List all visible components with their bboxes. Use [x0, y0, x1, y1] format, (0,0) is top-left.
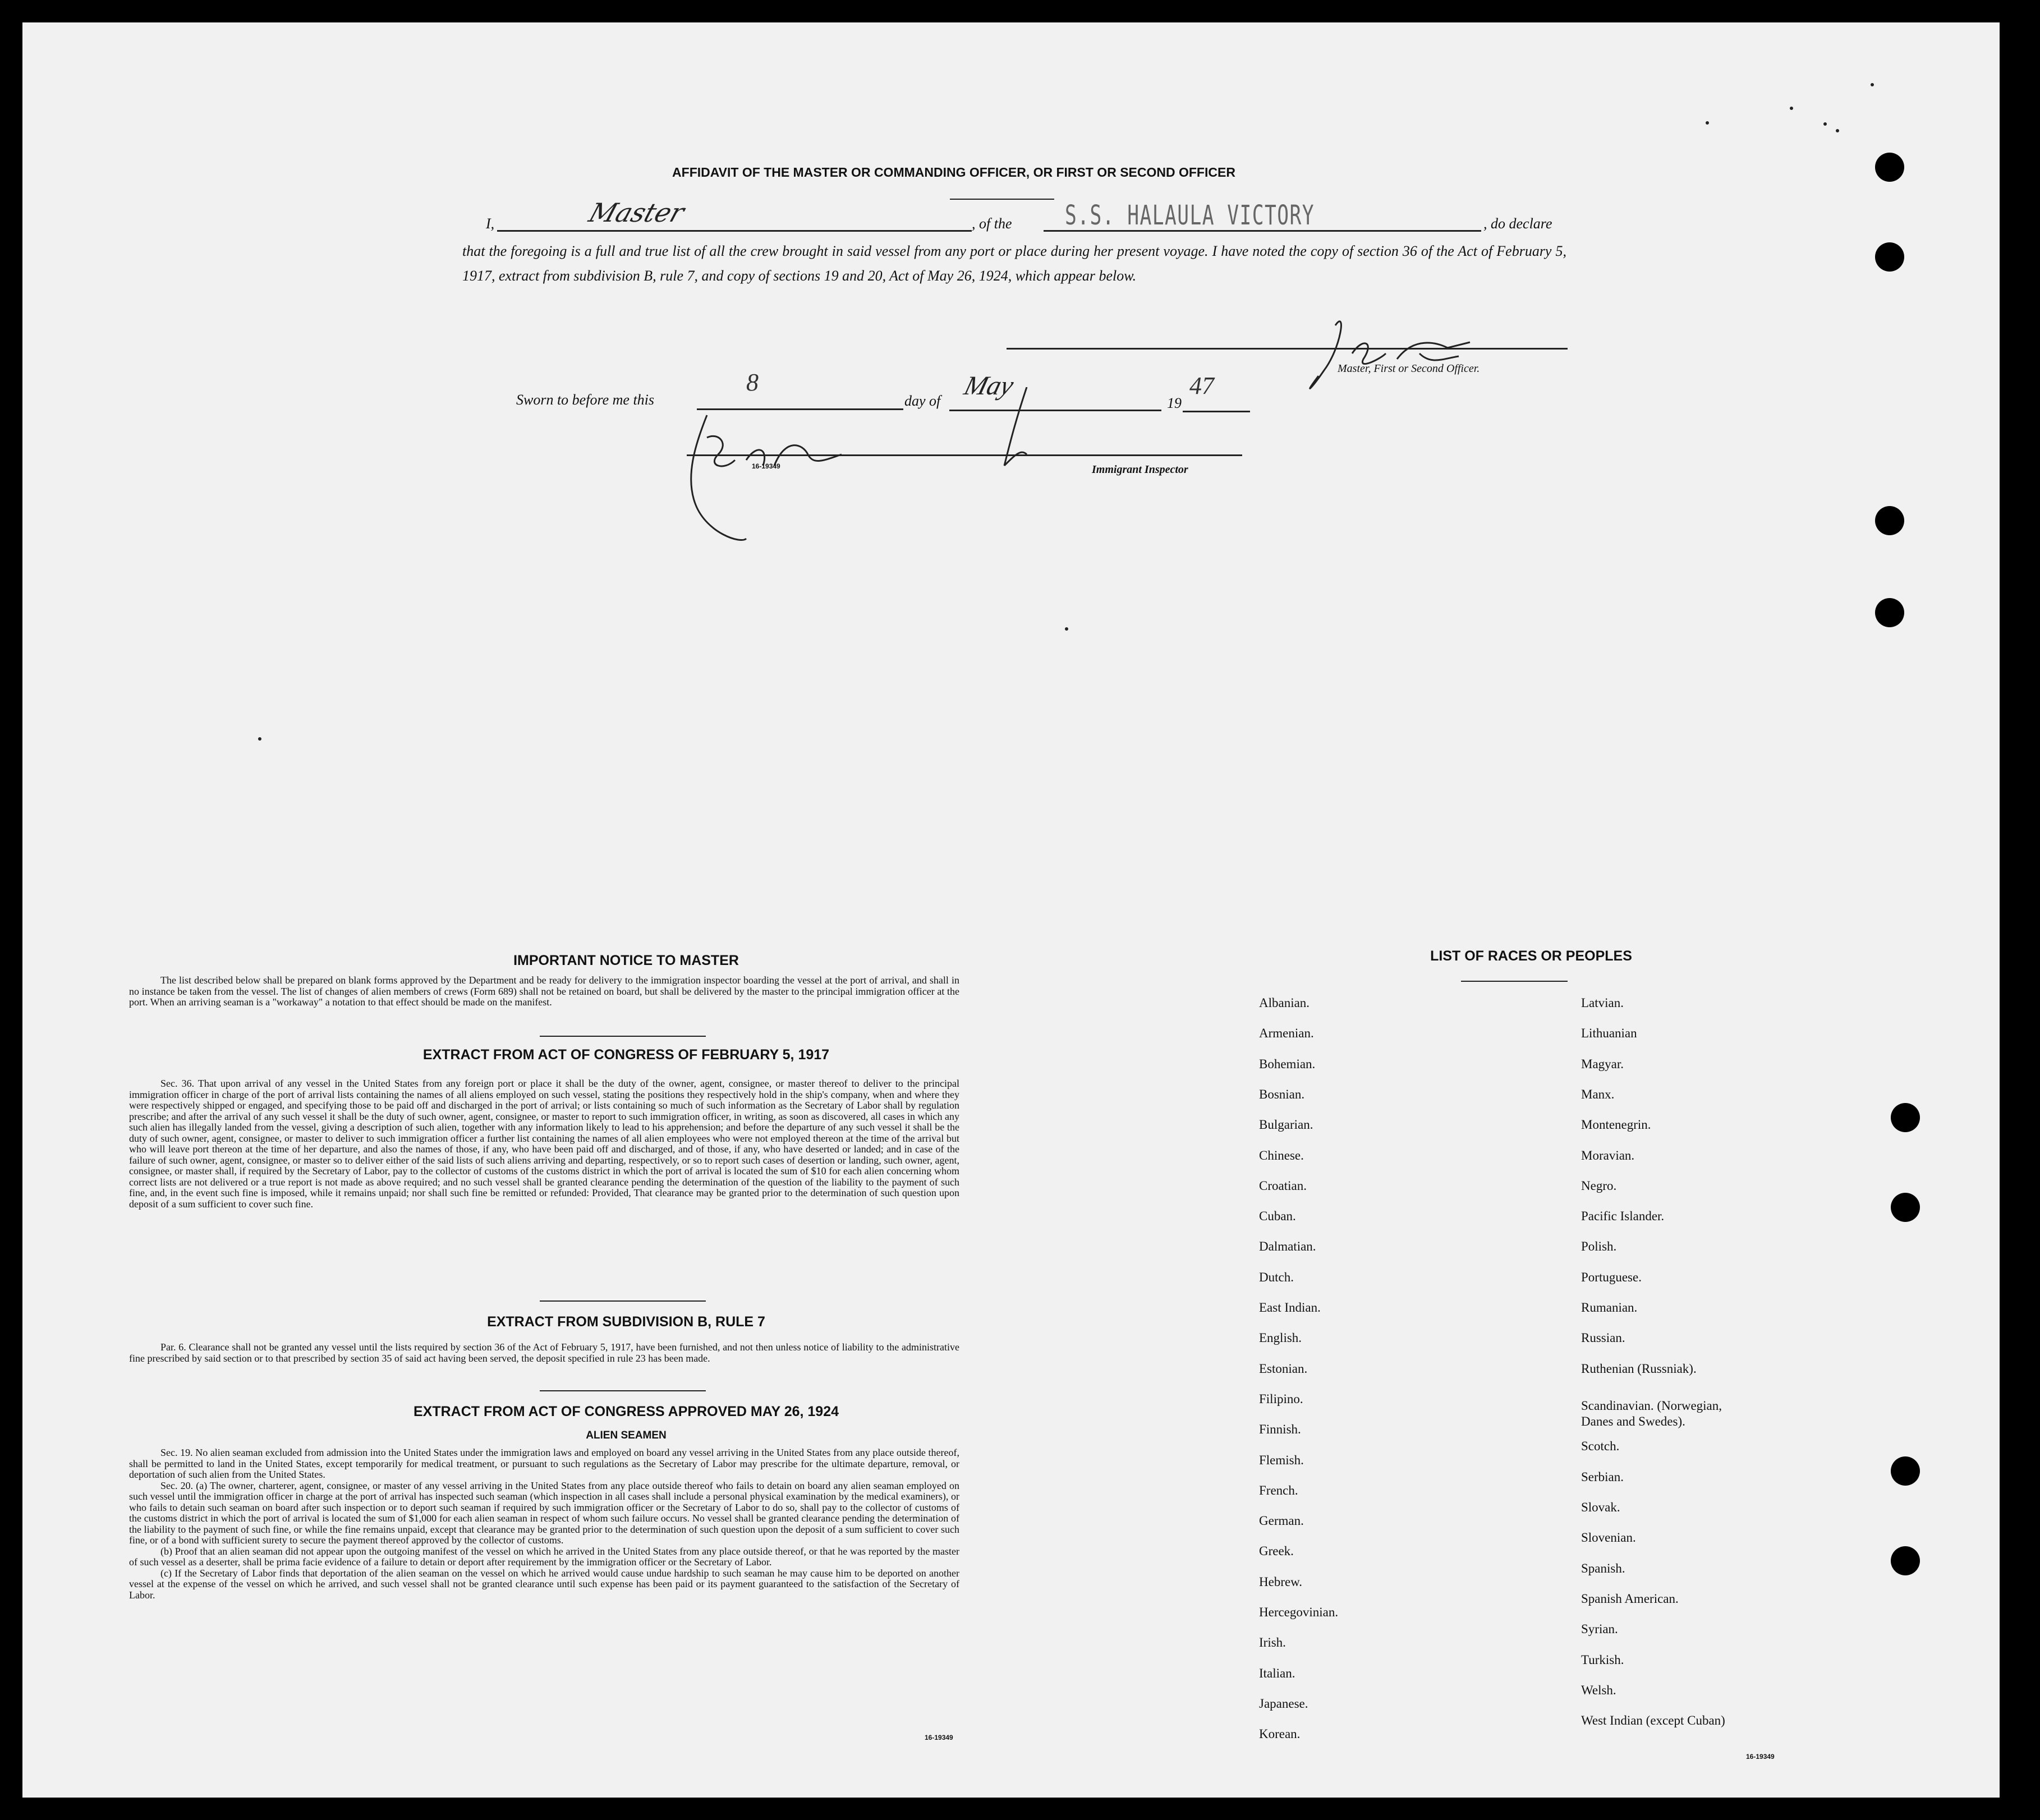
alien-seamen-subtitle: ALIEN SEAMEN: [586, 1430, 667, 1441]
race-item: West Indian (except Cuban): [1581, 1713, 1725, 1728]
rule-7-rule: [540, 1390, 706, 1391]
inspector-signature: [673, 410, 864, 550]
officer-signature: [1302, 303, 1492, 410]
races-form-number: 16-19349: [1746, 1753, 1775, 1761]
race-item: Dutch.: [1259, 1270, 1294, 1284]
race-item: Dalmatian.: [1259, 1239, 1316, 1254]
punch-hole: [1875, 153, 1904, 182]
race-item: Scandinavian. (Norwegian, Danes and Swedes).: [1581, 1398, 1722, 1428]
sec20c-paragraph: (c) If the Secretary of Labor finds that deportation of the alien seaman on the vessel on which he arrived would cause undue hardship to such seaman he may cause him to be deported on another vessel at the expense of the vessel on which he arrived, and such vessel shall not be granted clearance until such expense has been paid or its payment guaranteed to the satisfaction of the Secretary of Labor.: [129, 1567, 959, 1601]
races-rule: [1461, 981, 1568, 982]
race-item: Moravian.: [1581, 1148, 1635, 1162]
race-item: Hebrew.: [1259, 1574, 1303, 1589]
race-item: Irish.: [1259, 1635, 1286, 1650]
race-item: French.: [1259, 1483, 1298, 1497]
punch-hole: [1875, 506, 1904, 535]
race-item: Rumanian.: [1581, 1300, 1638, 1315]
race-item: Korean.: [1259, 1727, 1301, 1741]
race-item: Slovak.: [1581, 1500, 1620, 1515]
race-item: Lithuanian: [1581, 1026, 1637, 1041]
race-item: Serbian.: [1581, 1469, 1624, 1484]
race-item: Cuban.: [1259, 1209, 1296, 1224]
race-item: Latvian.: [1581, 996, 1624, 1010]
punch-hole: [1875, 242, 1904, 272]
affidavit-title: AFFIDAVIT OF THE MASTER OR COMMANDING OFFICER, OR FIRST OR SECOND OFFICER: [672, 165, 1235, 180]
sec19-paragraph: Sec. 19. No alien seaman excluded from admission into the United States under the immigration laws and employed on board any vessel arriving in the United States from any place outside thereof, shall be permitted to land in the United States, except temporarily for medical treatment, or pursuant to such regulations as the Secretary of Labor may prescribe for the ultimate departure, removal, or deportation of such alien from the United States.: [129, 1447, 959, 1480]
race-item: Greek.: [1259, 1544, 1294, 1559]
race-item: Finnish.: [1259, 1422, 1301, 1437]
race-item: Italian.: [1259, 1666, 1295, 1680]
rule-7-title: EXTRACT FROM SUBDIVISION B, RULE 7: [487, 1314, 765, 1330]
extract-1917-rule: [540, 1300, 706, 1302]
race-item: Bohemian.: [1259, 1056, 1316, 1071]
race-item: Turkish.: [1581, 1652, 1624, 1667]
affidavit-body: that the foregoing is a full and true list of all the crew brought in said vessel from any port or place during her present voyage. I have noted the copy of section 36 of the Act of February 5, 1917, extract from subdivision B, rule 7, and copy of sections 19 and 20, Act of May 26, 1924, which appear below.: [462, 243, 1566, 284]
year-value: 47: [1189, 372, 1214, 399]
race-item: Welsh.: [1581, 1683, 1616, 1697]
sec36-paragraph: Sec. 36. That upon arrival of any vessel in the United States from any foreign port or place it shall be the duty of the owner, agent, consignee, or master thereof to deliver to the principal immigration officer in charge of the port of arrival lists containing the names of all aliens employed on such vessel, stating the positions they respectively hold in the ship's company, when and where they were respectively shipped or engaged, and specifying those to be paid off and discharged in the port of arrival; or lists containing so much of such information as the Secretary of Labor shall by regulation prescribe; and after the arrival of any such vessel it shall be the duty of such owner, agent, consignee, or master to report to such immigration officer, in writing, as soon as discovered, all cases in which any such alien has illegally landed from the vessel, giving a description of such alien, together with any information likely to lead to his apprehension; and before the departure of any such vessel it shall be the duty of such owner, agent, consignee, or master to deliver to such immigration officer a further list containing the names of all alien employees who were not employed thereon at the time of the arrival but who will leave port thereon at the time of her departure, and also the names of those, if any, who have been paid off and discharged, and of those, if any, who have deserted or landed; and in case of the failure of such owner, agent, consignee, or master so to deliver either of the said lists of such aliens arriving and departing, respectively, or so to report such cases of desertion or landing, such owner, agent, consignee, or master shall, if required by the Secretary of Labor, pay to the collector of customs of the customs district in which the port of arrival is located the sum of $10 for each alien concerning whom correct lists are not delivered or a true report is not made as above required; and no such vessel shall be granted clearance pending the determination of the question of the liability to the payment of such fine, and, in the event such fine is imposed, while it remains unpaid; nor shall such fine be remitted or refunded: Provided, That clearance may be granted prior to the determination of such question upon deposit of a sum sufficient to cover such fine.: [129, 1078, 959, 1210]
punch-hole: [1891, 1103, 1920, 1132]
speck: [1790, 107, 1793, 110]
day-value: 8: [746, 369, 759, 396]
race-item: Chinese.: [1259, 1148, 1304, 1162]
extract-form-number: 16-19349: [925, 1734, 953, 1741]
race-item: Manx.: [1581, 1087, 1615, 1101]
race-item: Flemish.: [1259, 1453, 1304, 1467]
extract-1917-title: EXTRACT FROM ACT OF CONGRESS OF FEBRUARY 5, 1917: [422, 1047, 830, 1063]
vessel-name-stamp: S.S. HALAULA VICTORY: [1065, 200, 1315, 231]
race-item: Spanish American.: [1581, 1591, 1679, 1606]
notice-paragraph: The list described below shall be prepared on blank forms approved by the Department and be ready for delivery to the immigration inspector boarding the vessel at the port of arrival, and shall in no instance be taken from the vessel. The list of changes of alien members of crews (Form 689) shall not be retained on board, but shall be delivered by the master to the principal immigration officer at the port. When an arriving seaman is a "workaway" a notation to that effect should be made on the manifest.: [129, 975, 959, 1008]
rule-7-text: [129, 1342, 959, 1364]
name-line: [497, 230, 972, 232]
race-item: Albanian.: [1259, 996, 1310, 1010]
i-label: I,: [486, 215, 495, 232]
notice-rule: [540, 1036, 706, 1037]
race-item: Estonian.: [1259, 1361, 1308, 1376]
speck: [1065, 627, 1068, 631]
form-page: [22, 22, 2000, 1798]
year-line: [1183, 411, 1250, 412]
punch-hole: [1891, 1193, 1920, 1222]
master-name-handwritten: Master: [585, 197, 688, 228]
race-item: Negro.: [1581, 1178, 1617, 1193]
extract-1924-title: EXTRACT FROM ACT OF CONGRESS APPROVED MAY 26, 1924: [413, 1404, 839, 1419]
speck: [1823, 122, 1827, 126]
punch-hole: [1891, 1546, 1920, 1575]
title-rule: [950, 199, 1054, 200]
race-item: German.: [1259, 1514, 1304, 1528]
race-item: Polish.: [1581, 1239, 1617, 1254]
race-item: Bosnian.: [1259, 1087, 1305, 1101]
do-declare-label: , do declare: [1483, 215, 1552, 232]
race-item: East Indian.: [1259, 1300, 1321, 1315]
race-item: Syrian.: [1581, 1622, 1618, 1637]
race-item: Scotch.: [1581, 1439, 1620, 1454]
extract-1924-text: [129, 1447, 959, 1601]
race-item: Hercegovinian.: [1259, 1605, 1339, 1619]
race-item: Magyar.: [1581, 1056, 1624, 1071]
race-item: Croatian.: [1259, 1178, 1307, 1193]
speck: [1706, 121, 1709, 125]
race-item: Russian.: [1581, 1331, 1625, 1345]
races-title: LIST OF RACES OR PEOPLES: [1430, 948, 1632, 964]
of-the-label: , of the: [972, 215, 1012, 232]
speck: [258, 737, 261, 741]
par6-paragraph: Par. 6. Clearance shall not be granted any vessel until the lists required by section 36 of the Act of February 5, 1917, have been furnished, and not then unless notice of liability to the administrative fine prescribed by said section or to that prescribed by section 35 of said act having been served, the deposit specified in rule 23 has been made.: [129, 1341, 959, 1364]
sec20a-paragraph: Sec. 20. (a) The owner, charterer, agent, consignee, or master of any vessel arriving in the United States from any place outside thereof who fails to detain on board any alien seaman employed on such vessel until the immigration officer in charge at the port of arrival has inspected such seaman (which inspection in all cases shall include a personal physical examination by the medical examiners), or who fails to detain such seaman on board after such inspection or to deport such seaman if required by such immigration officer or the Secretary of Labor to do so, shall pay to the collector of customs of the customs district in which the port of arrival is located the sum of $1,000 for each alien seaman in respect of whom such failure occurs. No vessel shall be granted clearance pending the determination of the liability to the payment of such fine, or while the fine remains unpaid, except that clearance may be granted prior to the determination of such question upon the deposit of a sum sufficient to cover such fine, or of a bond with sufficient surety to secure the payment thereof approved by the collector of customs.: [129, 1479, 959, 1546]
officer-signature-caption: Master, First or Second Officer.: [1338, 362, 1480, 375]
punch-hole: [1891, 1456, 1920, 1486]
race-item: Japanese.: [1259, 1696, 1308, 1711]
inspector-caption: Immigrant Inspector: [1092, 463, 1188, 476]
punch-hole: [1875, 598, 1904, 627]
race-item: Slovenian.: [1581, 1531, 1636, 1545]
race-item: Pacific Islander.: [1581, 1209, 1665, 1224]
race-item: English.: [1259, 1331, 1302, 1345]
race-item: Armenian.: [1259, 1026, 1314, 1041]
speck: [1871, 83, 1874, 86]
sec20b-paragraph: (b) Proof that an alien seaman did not appear upon the outgoing manifest of the vessel on which he arrived in the United States from any place outside thereof, or that he was reported by the master of such vessel as a deserter, shall be prima facie evidence of a failure to detain or deport after requirement by the immigration officer or the Secretary of Labor.: [129, 1545, 959, 1568]
day-of-label: day of: [904, 393, 941, 409]
month-value: May: [961, 371, 1017, 401]
speck: [1836, 129, 1839, 132]
extract-1917-text: [129, 1078, 959, 1210]
race-item: Montenegrin.: [1581, 1118, 1651, 1132]
notice-text: [129, 975, 959, 1008]
race-item: Portuguese.: [1581, 1270, 1642, 1284]
race-item: Filipino.: [1259, 1391, 1303, 1406]
sworn-label: Sworn to before me this: [516, 392, 655, 408]
race-item: Bulgarian.: [1259, 1118, 1313, 1132]
year-prefix: 19: [1167, 395, 1182, 411]
month-scribble: [976, 387, 1044, 471]
race-item: Spanish.: [1581, 1561, 1625, 1575]
affidavit-form-number: 16-19349: [752, 462, 780, 470]
race-item: Ruthenian (Russniak).: [1581, 1361, 1697, 1376]
notice-title: IMPORTANT NOTICE TO MASTER: [513, 953, 739, 968]
